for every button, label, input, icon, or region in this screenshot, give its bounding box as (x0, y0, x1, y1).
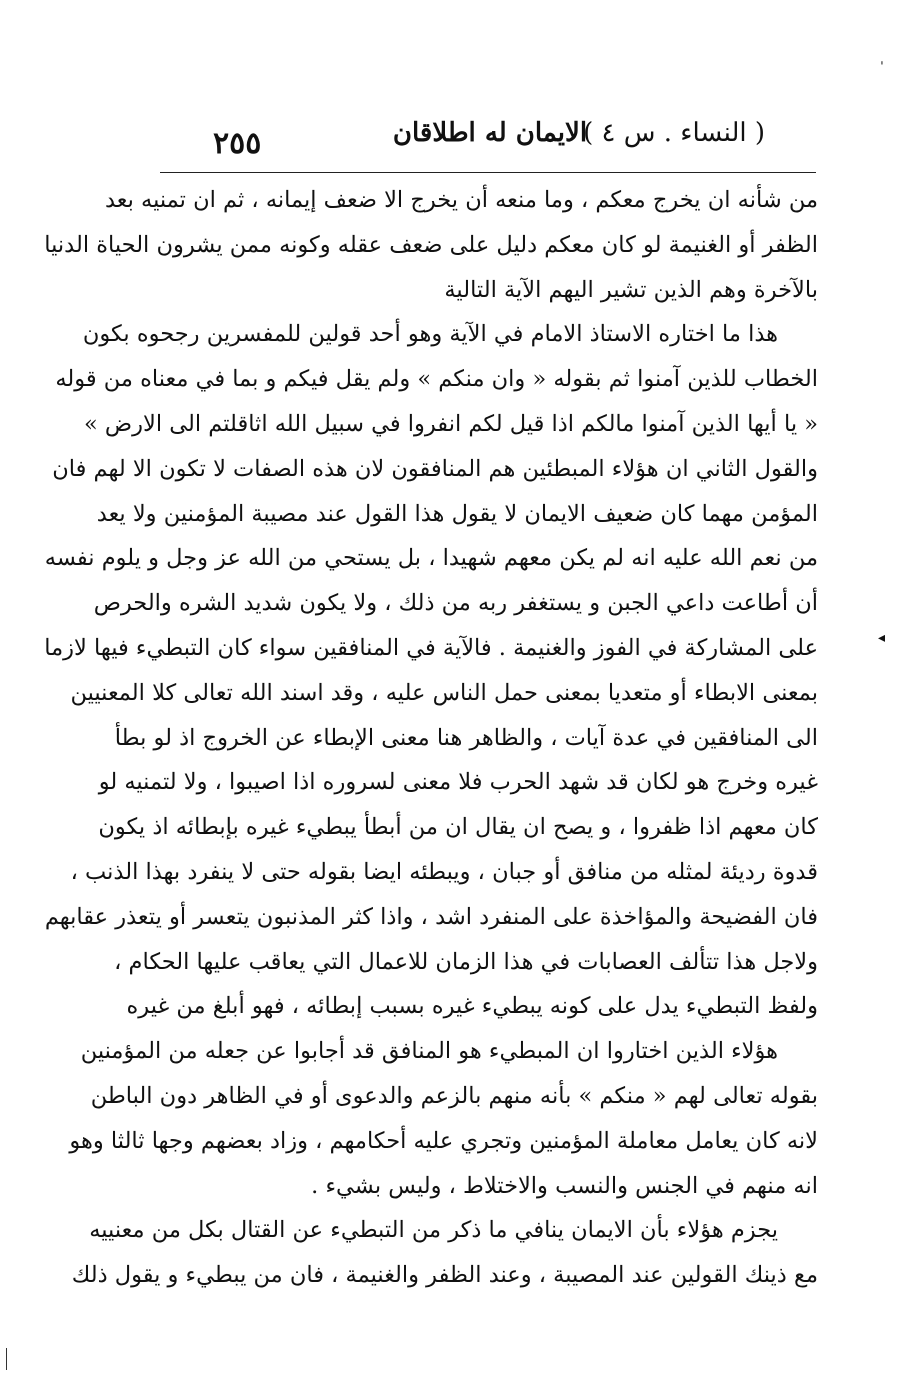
text-line: انه منهم في الجنس والنسب والاختلاط ، وليس بشيء . (311, 1172, 818, 1199)
running-title: الايمان له اطلاقان (392, 118, 588, 148)
text-line: هذا ما اختاره الاستاذ الامام في الآية وهو أحد قولين للمفسرين رجحوه بكون (82, 321, 778, 348)
scan-speck: ◂ (878, 630, 886, 646)
running-header (205, 110, 765, 170)
text-line: بقوله تعالى لهم « منكم » بأنه منهم بالزعم والدعوى أو في الظاهر دون الباطن (90, 1082, 818, 1109)
text-line: الخطاب للذين آمنوا ثم بقوله « وان منكم » ولم يقل فيكم و بما في معناه من قوله (55, 366, 818, 393)
text-line: لانه كان يعامل معاملة المؤمنين وتجري عليه أحكامهم ، وزاد بعضهم وجها ثالثا وهو (69, 1127, 818, 1154)
scan-edge-mark (6, 1348, 7, 1370)
text-line: كان معهم اذا ظفروا ، و يصح ان يقال ان من أبطأ يبطيء غيره بإبطائه اذ يكون (98, 814, 818, 841)
surah-reference: ( النساء . س ٤ ) (583, 118, 765, 148)
text-line: على المشاركة في الفوز والغنيمة . فالآية في المنافقين سواء كان التبطيء فيها لازما (44, 634, 818, 661)
text-line: الى المنافقين في عدة آيات ، والظاهر هنا معنى الإبطاء عن الخروج اذ لو بطأ (114, 724, 818, 751)
text-line: يجزم هؤلاء بأن الايمان ينافي ما ذكر من التبطيء عن القتال بكل من معنييه (89, 1217, 778, 1244)
text-line: الظفر أو الغنيمة لو كان معكم دليل على ضعف عقله وكونه ممن يشرون الحياة الدنيا (44, 231, 818, 258)
text-line: قدوة رديئة لمثله من منافق أو جبان ، ويبطئه ايضا بقوله حتى لا ينفرد بهذا الذنب ، (70, 858, 818, 885)
header-rule (160, 172, 816, 173)
text-line: ولفظ التبطيء يدل على كونه يبطيء غيره بسبب إبطائه ، فهو أبلغ من غيره (126, 993, 818, 1020)
page-number: ٢٥٥ (213, 126, 262, 161)
text-line: بالآخرة وهم الذين تشير اليهم الآية التالية (444, 276, 818, 303)
scan-speck: ˈ (880, 60, 884, 76)
body-text (44, 178, 818, 1298)
text-line: ولاجل هذا تتألف العصابات في هذا الزمان للاعمال التي يعاقب عليها الحكام ، (114, 948, 818, 975)
text-line: « يا أيها الذين آمنوا مالكم اذا قيل لكم انفروا في سبيل الله اثاقلتم الى الارض » (84, 410, 818, 437)
text-line: غيره وخرج هو لكان قد شهد الحرب فلا معنى لسروره اذا اصيبوا ، ولا لتمنيه لو (98, 769, 818, 796)
text-line: فان الفضيحة والمؤاخذة على المنفرد اشد ، واذا كثر المذنبون يتعسر أو يتعذر عقابهم (44, 903, 818, 930)
text-line: من شأنه ان يخرج معكم ، وما منعه أن يخرج الا ضعف إيمانه ، ثم ان تمنيه بعد (104, 187, 818, 213)
text-line: من نعم الله عليه انه لم يكن معهم شهيدا ، بل يستحي من الله عز وجل و يلوم نفسه (44, 545, 818, 572)
text-line: أن أطاعت داعي الجبن و يستغفر ربه من ذلك ، ولا يكون شديد الشره والحرص (93, 590, 818, 617)
text-line: والقول الثاني ان هؤلاء المبطئين هم المنافقون لان هذه الصفات لا تكون الا لهم فان (52, 455, 818, 482)
text-line: المؤمن مهما كان ضعيف الايمان لا يقول هذا القول عند مصيبة المؤمنين ولا يعد (96, 500, 818, 527)
text-line: بمعنى الابطاء أو متعديا بمعنى حمل الناس عليه ، وقد اسند الله تعالى كلا المعنيين (70, 679, 818, 706)
text-line: مع ذينك القولين عند المصيبة ، وعند الظفر والغنيمة ، فان من يبطيء و يقول ذلك (71, 1262, 818, 1289)
text-line: هؤلاء الذين اختاروا ان المبطيء هو المنافق قد أجابوا عن جعله من المؤمنين (80, 1038, 778, 1065)
